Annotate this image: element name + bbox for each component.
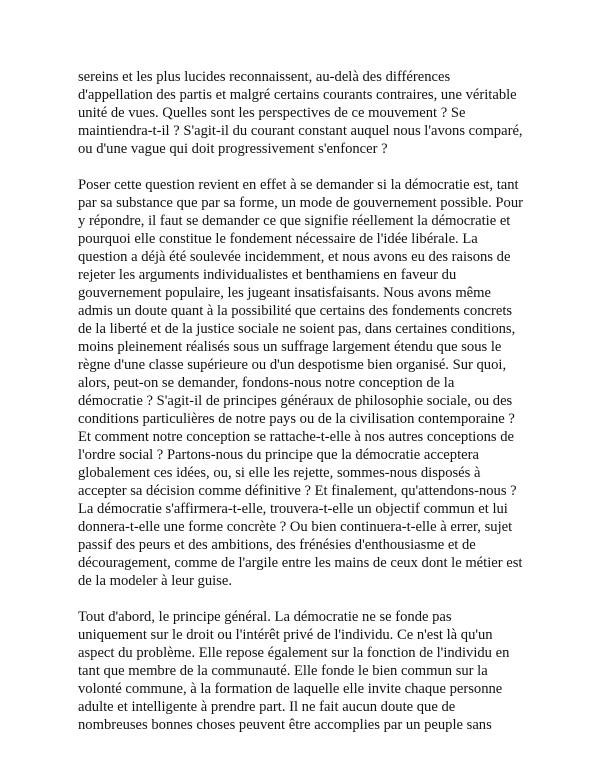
body-text bbox=[78, 68, 530, 734]
paragraph-1: sereins et les plus lucides reconnaissent, au-delà des différences d'appellation des partis et malgré certains courants contraires, une véritable unité de vues. Quelles sont les perspectives de ce mouvement ? Se maintiendra-t-il ? S'agit-il du courant constant auquel nous l'avons comparé, ou d'une vague qui doit progressivement s'enfoncer ? bbox=[78, 69, 523, 157]
paragraph-3: Tout d'abord, le principe général. La démocratie ne se fonde pas uniquement sur le droit ou l'intérêt privé de l'individu. Ce n'est là qu'un aspect du problème. Elle repose également sur la fonction de l'individu en tant que membre de la communauté. Elle fonde le bien commun sur la volonté commune, à la formation de laquelle elle invite chaque personne adulte et intelligente à prendre part. Il ne fait aucun doute que de nombreuses bonnes choses peuvent être accomplies par un peuple sans bbox=[78, 609, 510, 733]
paragraph-2: Poser cette question revient en effet à se demander si la démocratie est, tant par sa substance que par sa forme, un mode de gouvernement possible. Pour y répondre, il faut se demander ce que signifie réellement la démocratie et pourquoi elle constitue le fondement nécessaire de l'idée libérale. La question a déjà été soulevée incidemment, et nous avons eu des raisons de rejeter les arguments individualistes et benthamiens en faveur du gouvernement populaire, les jugeant insatisfaisants. Nous avons même admis un doute quant à la possibilité que certains des fondements concrets de la liberté et de la justice sociale ne soient pas, dans certaines conditions, moins pleinement réalisés sous un suffrage largement étendu que sous le règne d'une classe supérieure ou d'un despotisme bien organisé. Sur quoi, alors, peut-on se demander, fondons-nous notre conception de la démocratie ? S'agit-il de principes généraux de philosophie sociale, ou des conditions particulières de notre pays ou de la civilisation contemporaine ? Et comment notre conception se rattache-t-elle à nos autres conceptions de l'ordre social ? Partons-nous du principe que la démocratie acceptera globalement ces idées, ou, si elle les rejette, sommes-nous disposés à accepter sa décision comme définitive ? Et finalement, qu'attendons-nous ? La démocratie s'affirmera-t-elle, trouvera-t-elle un objectif commun et lui donnera-t-elle une forme concrète ? Ou bien continuera-t-elle à errer, sujet passif des peurs et des ambitions, des frénésies d'enthousiasme et de découragement, comme de l'argile entre les mains de ceux dont le métier est de la modeler à leur guise. bbox=[78, 177, 523, 589]
